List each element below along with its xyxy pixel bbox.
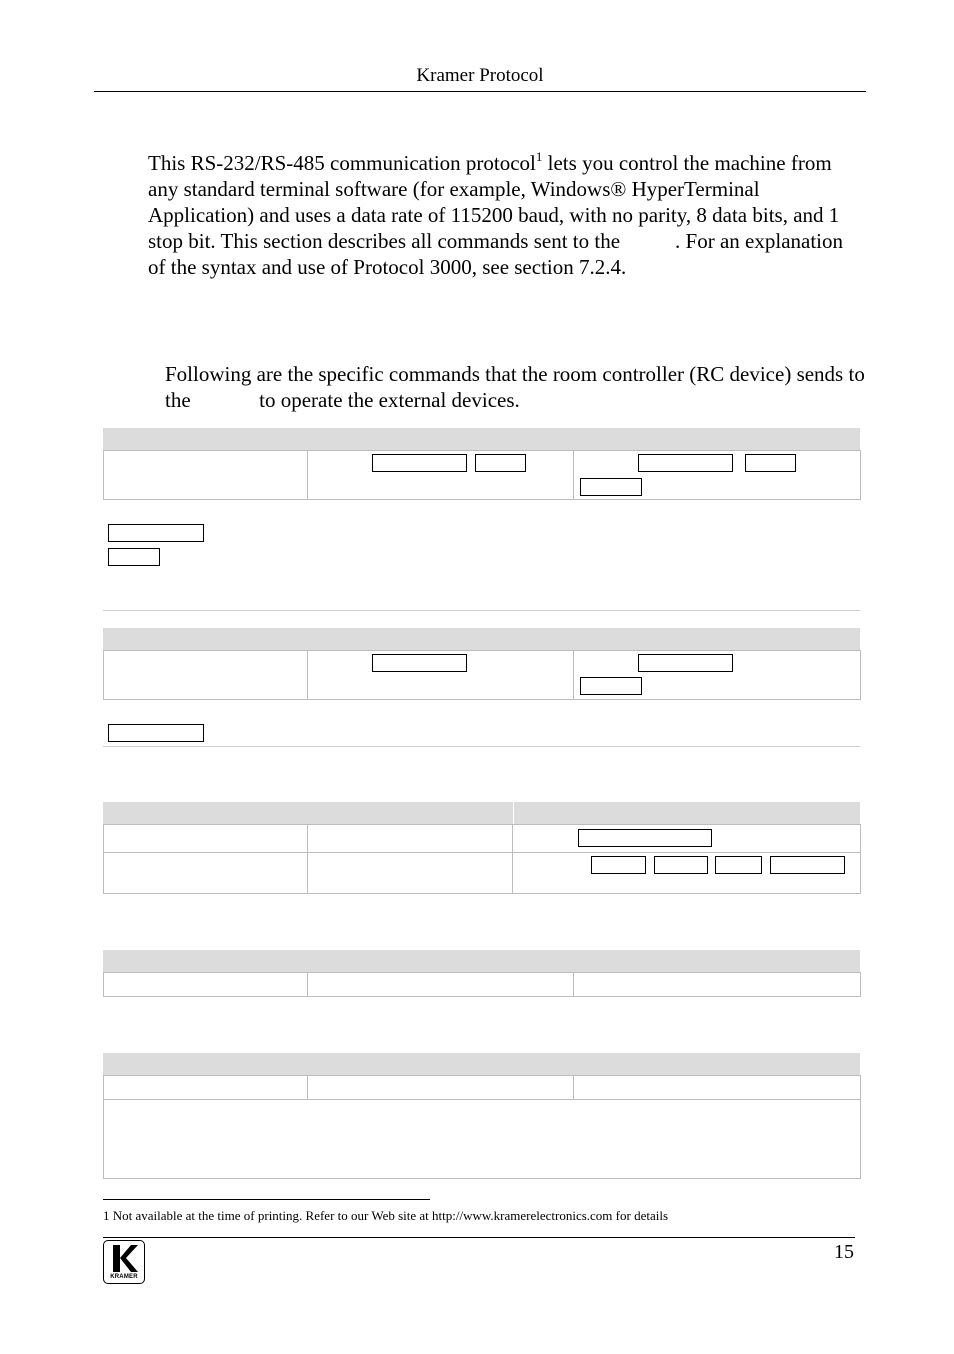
section-divider	[103, 746, 860, 747]
parameter-field[interactable]	[638, 454, 733, 472]
parameter-field[interactable]	[770, 856, 845, 874]
table-cell	[307, 852, 513, 894]
footnote-rule	[103, 1199, 430, 1200]
parameter-field[interactable]	[108, 524, 204, 542]
parameter-field[interactable]	[654, 856, 708, 874]
running-header: Kramer Protocol	[416, 65, 544, 86]
intro-text-3: . For an explanation of the syntax and use of Protocol 3000, see section 7.2.4.	[148, 229, 844, 279]
section-divider	[103, 610, 860, 611]
logo-word: KRAMER	[110, 1274, 138, 1280]
table-cell	[103, 824, 308, 853]
footer-rule	[103, 1237, 855, 1238]
table-cell	[103, 852, 308, 894]
kramer-k-icon	[104, 1243, 143, 1277]
parameter-field[interactable]	[578, 829, 712, 847]
parameter-field[interactable]	[580, 677, 642, 695]
table-cell	[103, 450, 308, 500]
table-header-cell	[514, 802, 860, 824]
kramer-logo	[103, 1240, 145, 1284]
parameter-field[interactable]	[638, 654, 733, 672]
intro-text-1: This RS-232/RS-485 communication protocol	[148, 151, 536, 175]
commands-intro-text-1: Following are the specific commands that the room controller (RC device) sends to the	[165, 362, 865, 412]
parameter-field[interactable]	[372, 454, 467, 472]
parameter-field[interactable]	[580, 478, 642, 496]
table-cell	[573, 1075, 861, 1100]
table-header-row	[103, 1053, 860, 1075]
page-number: 15	[834, 1241, 854, 1263]
table-cell	[103, 650, 308, 700]
header-rule	[94, 91, 866, 92]
parameter-field[interactable]	[745, 454, 796, 472]
parameter-field[interactable]	[372, 654, 467, 672]
table-cell	[573, 972, 861, 997]
table-header-row	[103, 428, 860, 450]
footnote: 1 Not available at the time of printing. Refer to our Web site at http://www.kramerelectronics.com for details	[103, 1208, 669, 1223]
commands-intro	[165, 361, 865, 413]
intro-text-2: lets you control the machine from any standard terminal software (for example, Windows® HyperTerminal Application) and uses a data rate of 115200 baud, with no parity, 8 data bits, and 1 stop bit. This section describes all commands sent to the	[148, 151, 840, 253]
parameter-field[interactable]	[475, 454, 526, 472]
table-notes-cell	[103, 1099, 861, 1179]
table-cell	[103, 1075, 308, 1100]
parameter-field[interactable]	[108, 724, 204, 742]
footnote-mark[interactable]: 1	[535, 149, 543, 164]
commands-intro-text-2: to operate the external devices.	[259, 388, 520, 412]
intro-paragraph	[148, 150, 863, 280]
table-header-cell	[308, 802, 513, 824]
parameter-field[interactable]	[591, 856, 646, 874]
table-header-row	[103, 950, 860, 972]
table-cell	[307, 1075, 574, 1100]
table-header-cell	[103, 802, 308, 824]
table-header-row	[103, 628, 860, 650]
parameter-field[interactable]	[715, 856, 762, 874]
table-cell	[307, 824, 513, 853]
table-cell	[103, 972, 308, 997]
parameter-field[interactable]	[108, 548, 160, 566]
table-cell	[307, 972, 574, 997]
